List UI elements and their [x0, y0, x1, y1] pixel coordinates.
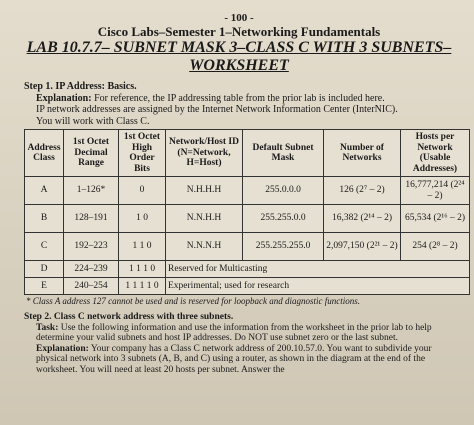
step1-explanation-text: For reference, the IP addressing table from the prior lab is included here.	[91, 92, 385, 104]
step2-task-text: Use the following information and use the information from the worksheet in the prior lab to help determine your valid subnets and host IP addresses. Do NOT use subnet zero or the last subnet.	[36, 322, 432, 344]
step2-task-label: Task:	[36, 322, 59, 333]
cell-mask: 255.255.0.0	[243, 205, 324, 233]
step2-explanation-text: Your company has a Class C network address of 200.10.57.0. You want to subdivide your physical network into 3 subnets (A, B, and C) using a router, as shown in the diagram at the end of the worksheet. You will need at least 20 hosts per subnet. Answer the	[36, 343, 432, 375]
step2-section	[24, 312, 460, 376]
course-title: Cisco Labs–Semester 1–Networking Fundamentals	[97, 24, 381, 39]
table-row	[25, 278, 470, 295]
header-network-host-id: Network/Host ID (N=Network, H=Host)	[166, 130, 243, 177]
step1-section	[24, 81, 460, 127]
cell-hosts: 254 (2⁸ – 2)	[401, 233, 470, 261]
ip-address-table	[24, 129, 470, 295]
header-hosts-per-network: Hosts per Network (Usable Addresses)	[401, 130, 470, 177]
header-first-octet-range: 1st Octet Decimal Range	[64, 130, 119, 177]
lab-subtitle: WORKSHEET	[189, 57, 289, 74]
cell-range: 1–126*	[64, 177, 119, 205]
table-footnote: * Class A address 127 cannot be used and is reserved for loopback and diagnostic functions.	[26, 296, 360, 306]
cell-experimental-note: Experimental; used for research	[166, 278, 470, 295]
header-number-of-networks: Number of Networks	[324, 130, 401, 177]
cell-class: A	[25, 177, 64, 205]
cell-reserved-note: Reserved for Multicasting	[166, 261, 470, 278]
table-row	[25, 261, 470, 278]
step2-heading: Step 2. Class C network address with three subnets.	[24, 312, 234, 322]
cell-range: 224–239	[64, 261, 119, 278]
header-default-subnet-mask: Default Subnet Mask	[243, 130, 324, 177]
table-row	[25, 233, 470, 261]
table-header-row	[25, 130, 470, 177]
cell-networks: 2,097,150 (2²¹ – 2)	[324, 233, 401, 261]
cell-bits: 1 1 1 1 0	[119, 278, 166, 295]
step1-line2: IP network addresses are assigned by the Internet Network Information Center (InterNIC).	[36, 104, 398, 115]
cell-range: 192–223	[64, 233, 119, 261]
cell-bits: 0	[119, 177, 166, 205]
cell-id: N.N.N.H	[166, 233, 243, 261]
cell-range: 240–254	[64, 278, 119, 295]
page-number: - 100 -	[224, 12, 254, 24]
cell-mask: 255.0.0.0	[243, 177, 324, 205]
header-address-class: Address Class	[25, 130, 64, 177]
table-row	[25, 205, 470, 233]
cell-id: N.N.H.H	[166, 205, 243, 233]
cell-class: E	[25, 278, 64, 295]
cell-class: B	[25, 205, 64, 233]
cell-id: N.H.H.H	[166, 177, 243, 205]
lab-title: LAB 10.7.7– SUBNET MASK 3–CLASS C WITH 3 SUBNETS–	[26, 39, 452, 56]
step2-explanation-label: Explanation:	[36, 343, 89, 354]
cell-mask: 255.255.255.0	[243, 233, 324, 261]
header-high-order-bits: 1st Octet High Order Bits	[119, 130, 166, 177]
step1-heading: Step 1. IP Address: Basics.	[24, 81, 137, 92]
cell-bits: 1 1 0	[119, 233, 166, 261]
cell-range: 128–191	[64, 205, 119, 233]
cell-bits: 1 0	[119, 205, 166, 233]
cell-networks: 126 (2⁷ – 2)	[324, 177, 401, 205]
cell-bits: 1 1 1 0	[119, 261, 166, 278]
cell-hosts: 65,534 (2¹⁶ – 2)	[401, 205, 470, 233]
cell-networks: 16,382 (2¹⁴ – 2)	[324, 205, 401, 233]
cell-class: C	[25, 233, 64, 261]
step1-line3: You will work with Class C.	[36, 115, 150, 127]
cell-hosts: 16,777,214 (2²⁴ – 2)	[401, 177, 470, 205]
step1-explanation-label: Explanation:	[36, 92, 92, 104]
cell-class: D	[25, 261, 64, 278]
table-row	[25, 177, 470, 205]
